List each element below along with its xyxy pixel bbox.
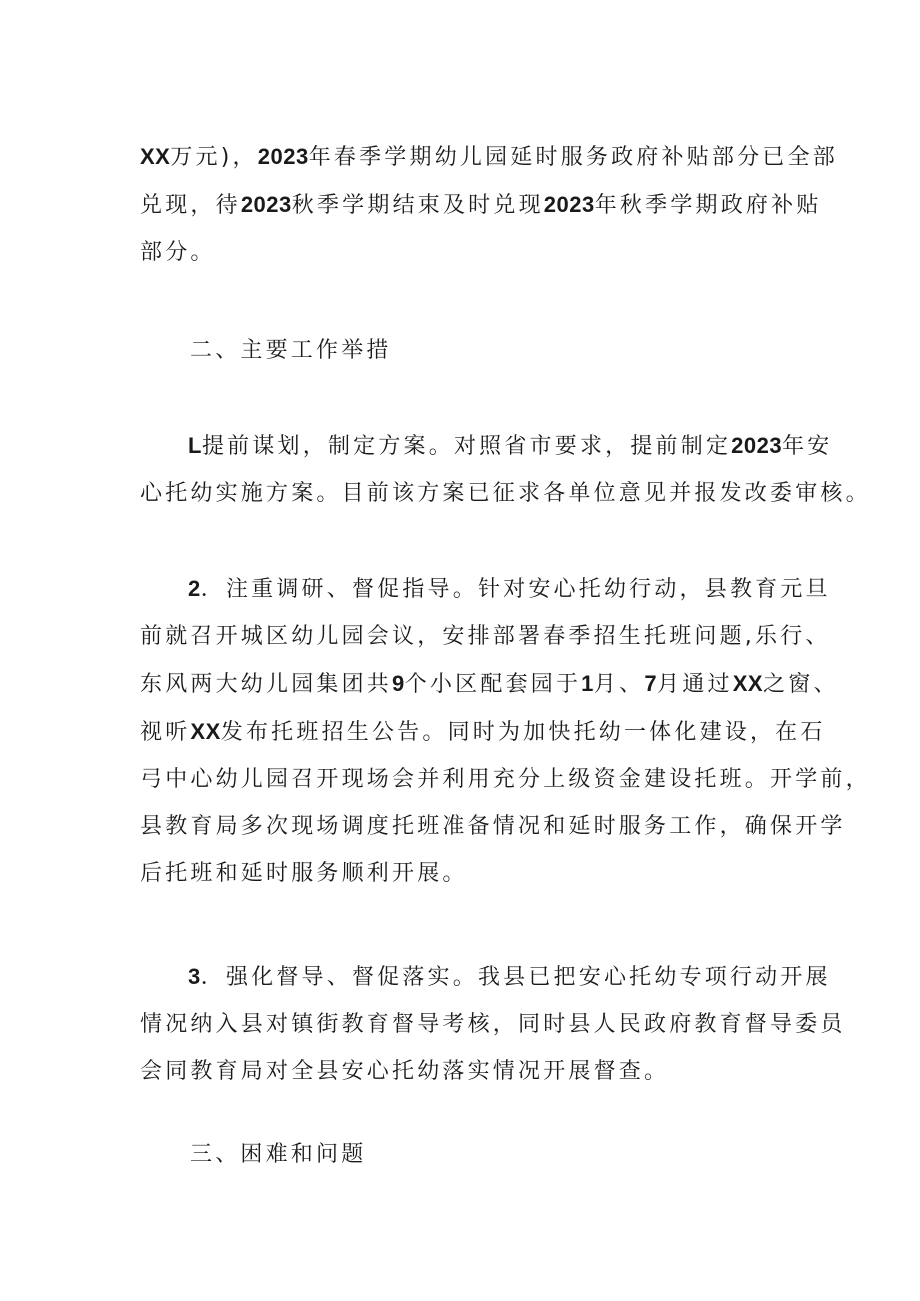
text-line: 视听XX发布托班招生公告。同时为加快托幼一体化建设，在石	[140, 719, 826, 745]
text-line: 部分。	[140, 240, 216, 265]
text-line: XX万元)，2023年春季学期幼儿园延时服务政府补贴部分已全部	[140, 144, 838, 170]
text-line: 心托幼实施方案。目前该方案已征求各单位意见并报发改委审核。	[140, 481, 871, 506]
text-line: L提前谋划，制定方案。对照省市要求，提前制定2023年安	[188, 433, 833, 459]
text-line: 兑现，待2023秋季学期结束及时兑现2023年秋季学期政府补贴	[140, 192, 822, 218]
paragraph-item-3	[140, 953, 846, 1095]
text-line: 会同教育局对全县安心托幼落实情况开展督查。	[140, 1059, 670, 1084]
text-line: 东风两大幼儿园集团共9个小区配套园于1月、7月通过XX之窗、	[140, 671, 839, 697]
text-line: 2．注重调研、督促指导。针对安心托幼行动，县教育元旦	[188, 576, 831, 602]
text-line: 后托班和延时服务顺利开展。	[140, 861, 468, 886]
text-line: 前就召开城区幼儿园会议，安排部署春季招生托班问题,乐行、	[140, 624, 831, 649]
paragraph-subsidy	[140, 133, 838, 276]
text-line: 情况纳入县对镇街教育督导考核，同时县人民政府教育督导委员	[140, 1012, 846, 1037]
section-heading-main-measures: 二、主要工作举措	[190, 338, 392, 363]
section-heading-difficulties: 三、困难和问题	[190, 1142, 367, 1167]
paragraph-item-2	[140, 565, 871, 897]
text-line: 3．强化督导、督促落实。我县已把安心托幼专项行动开展	[188, 964, 831, 990]
paragraph-item-1	[140, 422, 871, 517]
text-line: 县教育局多次现场调度托班准备情况和延时服务工作，确保开学	[140, 814, 846, 839]
text-line: 弓中心幼儿园召开现场会并利用充分上级资金建设托班。开学前，	[140, 767, 871, 792]
